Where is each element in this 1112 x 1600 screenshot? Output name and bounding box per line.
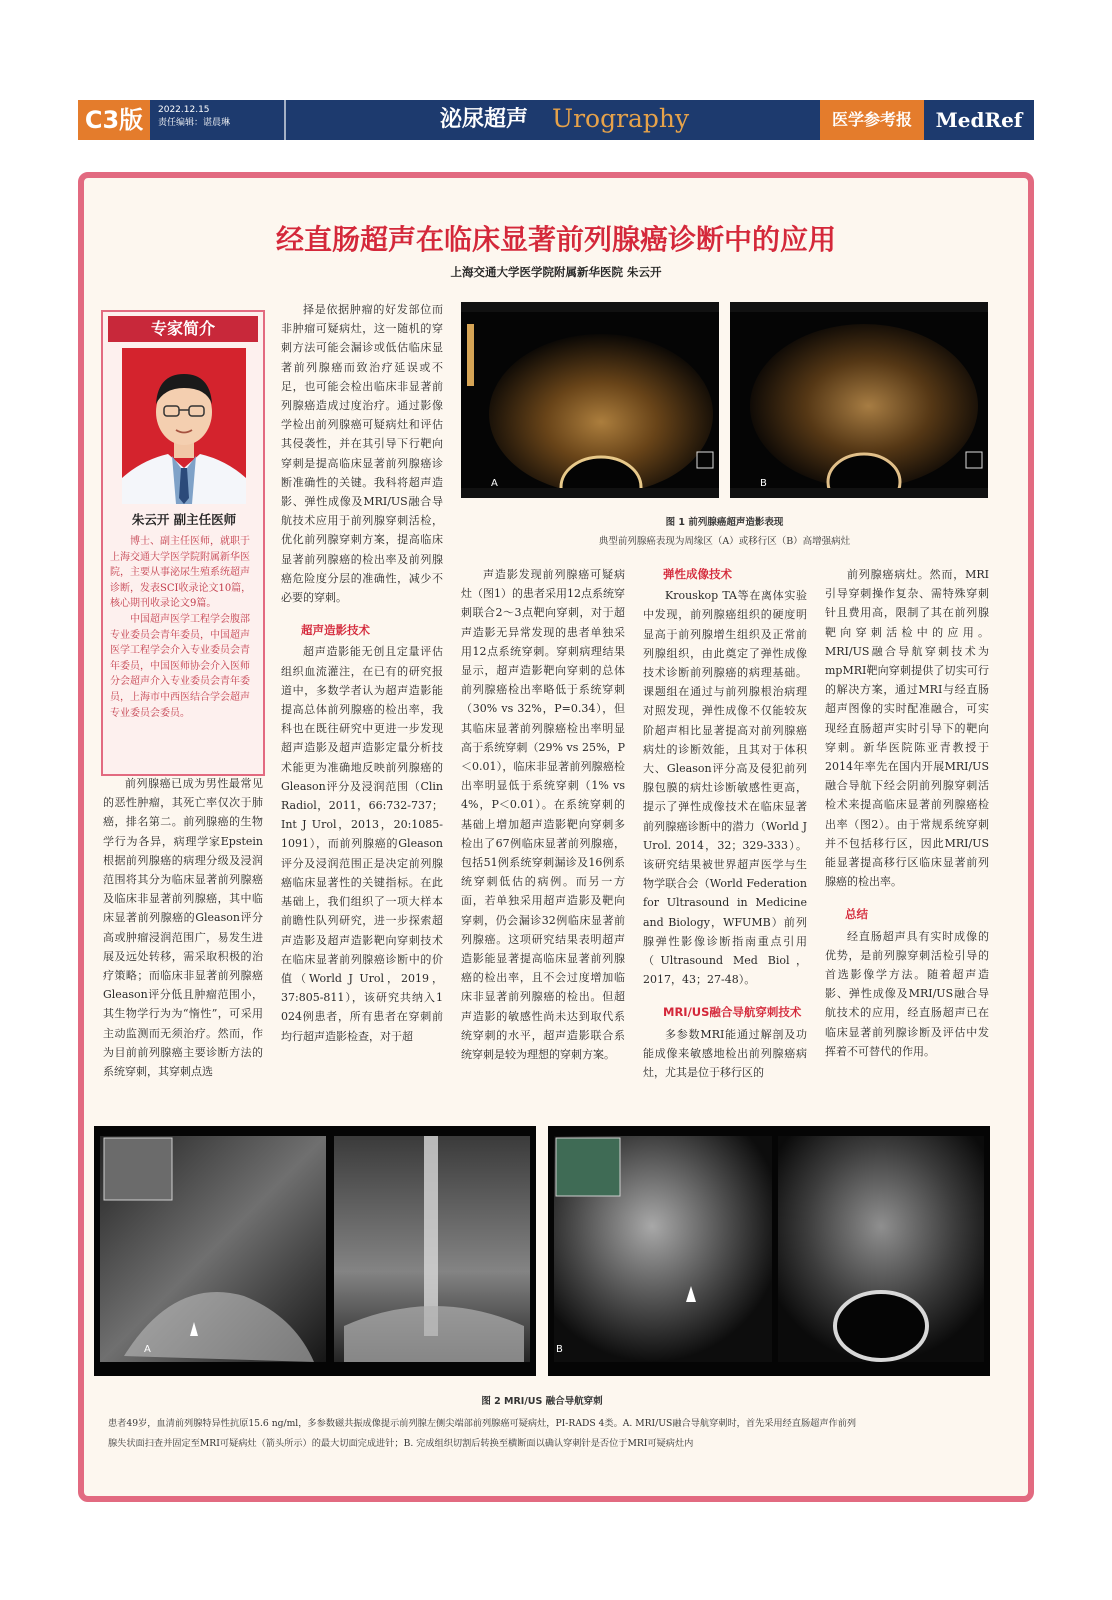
col5-fusion-cont: 前列腺癌病灶。然而，MRI引导穿刺操作复杂、需特殊穿刺针且费用高，限制了其在前列腺靶向穿刺活检中的应用。MRI/US融合导航穿刺技术为mpMRI靶向穿刺提供了切实可行的解决方案，通过MRI与经直肠超声图像的实时配准融合，可实现经直肠超声实时引导下的靶向穿刺。新华医院陈亚青教授于2014年率先在国内开展MRI/US融合导航下经会阴前列腺穿刺活检术来提高临床显著前列腺癌检出率（图2）。由于常规系统穿刺并不包括移行区，因此MRI/US能显著提高移行区临床显著前列腺癌的检出率。: [825, 568, 989, 889]
page-number: C3版: [78, 100, 150, 140]
col2-ceus-text: 超声造影能无创且定量评估组织血流灌注，在已有的研究报道中，多数学者认为超声造影能提高总体前列腺癌的检出率，我科也在既往研究中更进一步发现超声造影及超声造影定量分析技术能更为准确地反映前列腺癌的Gleason评分及浸润范围（Clin Radiol，2011，66:732-737；Int J Urol，2013，20:1085-1091），而前列腺癌的Gleason评分及浸润范围正是决定前列腺癌临床显著性的关键指标。在此基础上，我们组织了一项大样本前瞻性队列研究，进一步探索超声造影及超声造影靶向穿刺技术在临床显著前列腺癌诊断中的价值（World J Urol，2019，37:805-811），该研究共纳入1 024例患者，所有患者在穿刺前均行超声造影检查，对于超: [281, 645, 443, 1043]
article-title: 经直肠超声在临床显著前列腺癌诊断中的应用: [275, 223, 836, 256]
section-heading-elastography: 弹性成像技术: [663, 567, 732, 581]
col3-paragraph: 声造影发现前列腺癌可疑病灶（图1）的患者采用12点系统穿刺联合2～3点靶向穿刺，对于超声造影无异常发现的患者单独采用12点系统穿刺。穿刺病理结果显示，超声造影靶向穿刺的总体前列腺癌检出率略低于系统穿刺（30% vs 32%，P=0.34），但其临床显著前列腺癌检出率明显高于系统穿刺（29% vs 25%，P＜0.01），临床非显著前列腺癌检出率明显低于系统穿刺（1% vs 4%，P＜0.01）。在系统穿刺的基础上增加超声造影靶向穿刺多检出了67例临床显著前列腺癌，包括51例系统穿刺漏诊及16例系统穿刺低估的病例。而另一方面，若单独采用超声造影及靶向穿刺，仍会漏诊32例临床显著前列腺癌。这项研究结果表明超声造影能显著提高临床显著前列腺癌的检出率，且不会过度增加临床非显著前列腺癌的检出。但超声造影的敏感性尚未达到取代系统穿刺的水平，超声造影联合系统穿刺是较为理想的穿刺方案。: [461, 568, 625, 1062]
figure2-title: 图 2 MRI/US 融合导航穿刺: [481, 1396, 603, 1407]
column-1: [103, 774, 263, 1081]
col5-summary-text: 经直肠超声具有实时成像的优势，是前列腺穿刺活检引导的首选影像学方法。随着超声造影、弹性成像及MRI/US融合导航技术的应用，经直肠超声已在临床显著前列腺诊断及评估中发挥着不可替代的作用。: [825, 929, 989, 1058]
brand-cn: 医学参考报: [820, 100, 924, 140]
figure2-label-a: A: [144, 1344, 151, 1355]
figure2-image-b: [548, 1126, 990, 1376]
column-2: [281, 300, 443, 1046]
col4-fusion-text: 多参数MRI能通过解剖及功能成像来敏感地检出前列腺癌病灶，尤其是位于移行区的: [643, 1027, 807, 1080]
expert-name: 朱云开 副主任医师: [131, 512, 237, 527]
figure2-image-a: [94, 1126, 536, 1376]
expert-photo: [122, 348, 246, 504]
section-heading-summary: 总结: [845, 907, 868, 922]
expert-bio-positions: 中国超声医学工程学会腹部专业委员会青年委员，中国超声医学工程学会介入专业委员会青年委员，中国医师协会介入医师分会超声介入专业委员会青年委员，上海市中西医结合学会超声专业委员会委员。: [110, 613, 250, 719]
figure1-image-a: [461, 302, 719, 498]
figure2-label-b: B: [556, 1344, 563, 1355]
header-divider: [284, 100, 286, 140]
col2-intro: 择是依据肿瘤的好发部位而非肿瘤可疑病灶，这一随机的穿刺方法可能会漏诊或低估临床显著前列腺癌而致治疗延误或不足，也可能会检出临床非显著前列腺癌造成过度治疗。通过影像学检出前列腺癌可疑病灶和评估其侵袭性，并在其引导下行靶向穿刺是提高临床显著前列腺癌诊断准确性的关键。我科将超声造影、弹性成像及MRI/US融合导航技术应用于前列腺穿刺活检，优化前列腺穿刺方案，提高临床显著前列腺癌的检出率及前列腺癌危险度分层的准确性，减少不必要的穿刺。: [281, 303, 443, 605]
column-4: [643, 565, 807, 1082]
figure2-caption: [108, 1414, 988, 1454]
figure2-caption-line2: 腺失状面扫查并固定至MRI可疑病灶（箭头所示）的最大切面完成进针；B. 完成组织切割后转换至横断面以确认穿刺针是否位于MRI可疑病灶内: [108, 1438, 694, 1449]
figure1-caption: 典型前列腺癌表现为周缘区（A）或移行区（B）高增强病灶: [598, 536, 851, 547]
header-meta: [158, 104, 288, 130]
brand-en: MedRef: [935, 108, 1023, 132]
article-byline: 上海交通大学医学院附属新华医院 朱云开: [450, 265, 662, 279]
expert-box-title: 专家简介: [108, 316, 258, 342]
col1-paragraph: 前列腺癌已成为男性最常见的恶性肿瘤，其死亡率仅次于肺癌，排名第二。前列腺癌的生物学行为各异，病理学家Epstein根据前列腺癌的病理分级及浸润范围将其分为临床显著前列腺癌及临床非显著前列腺癌，其中临床显著前列腺癌的Gleason评分高或肿瘤浸润范围广，易发生进展及远处转移，需采取积极的治疗策略；而临床非显著前列腺癌Gleason评分低且肿瘤范围小，其生物学行为为“惰性”，可采用主动监测而无须治疗。然而，作为目前前列腺癌主要诊断方法的系统穿刺，其穿刺点选: [103, 777, 263, 1079]
figure1-image-b: [730, 302, 988, 498]
expert-bio: [110, 534, 258, 721]
section-heading-fusion: MRI/US融合导航穿刺技术: [663, 1005, 802, 1020]
expert-bio-career: 博士、副主任医师，就职于上海交通大学医学院附属新华医院，主要从事泌尿生殖系统超声诊断，发表SCI收录论文10篇，核心期刊收录论文9篇。: [110, 536, 252, 610]
section-title-cn: 泌尿超声: [440, 106, 529, 132]
col4-elastography-text: Krouskop TA等在离体实验中发现，前列腺癌组织的硬度明显高于前列腺增生组织及正常前列腺组织，由此奠定了弹性成像技术诊断前列腺癌的病理基础。课题组在通过与前列腺根治病理对照发现，弹性成像不仅能较灰阶超声相比显著提高对前列腺癌病灶的诊断效能，且其对于体积大、Gleason评分高及侵犯前列腺包膜的病灶诊断敏感性更高，提示了弹性成像技术在临床显著前列腺癌诊断中的潜力（World J Urol. 2014，32；329-333）。该研究结果被世界超声医学与生物学联合会（World Federation for Ultrasound in Medicine and Biology，WFUMB）前列腺弹性影像诊断指南重点引用（Ultrasound Med Biol，2017，43；27-48）。: [643, 589, 807, 987]
figure1-label-b: B: [760, 478, 767, 489]
column-3: [461, 565, 625, 1064]
figure1-label-a: A: [491, 478, 498, 489]
column-5: [825, 565, 989, 1061]
figure1-title: 图 1 前列腺癌超声造影表现: [665, 517, 784, 528]
issue-date: 2022.12.15: [158, 105, 210, 115]
editor-credit: 责任编辑：谌晨琳: [158, 118, 231, 128]
section-title-en: Urography: [552, 104, 690, 133]
section-heading-ceus: 超声造影技术: [301, 623, 370, 638]
figure2-caption-line1: 患者49岁，血清前列腺特异性抗原15.6 ng/ml，多参数磁共振成像提示前列腺左侧尖端部前列腺癌可疑病灶，PI-RADS 4类。A. MRI/US融合导航穿刺时，首先采用经直肠超声作前列: [108, 1418, 857, 1429]
